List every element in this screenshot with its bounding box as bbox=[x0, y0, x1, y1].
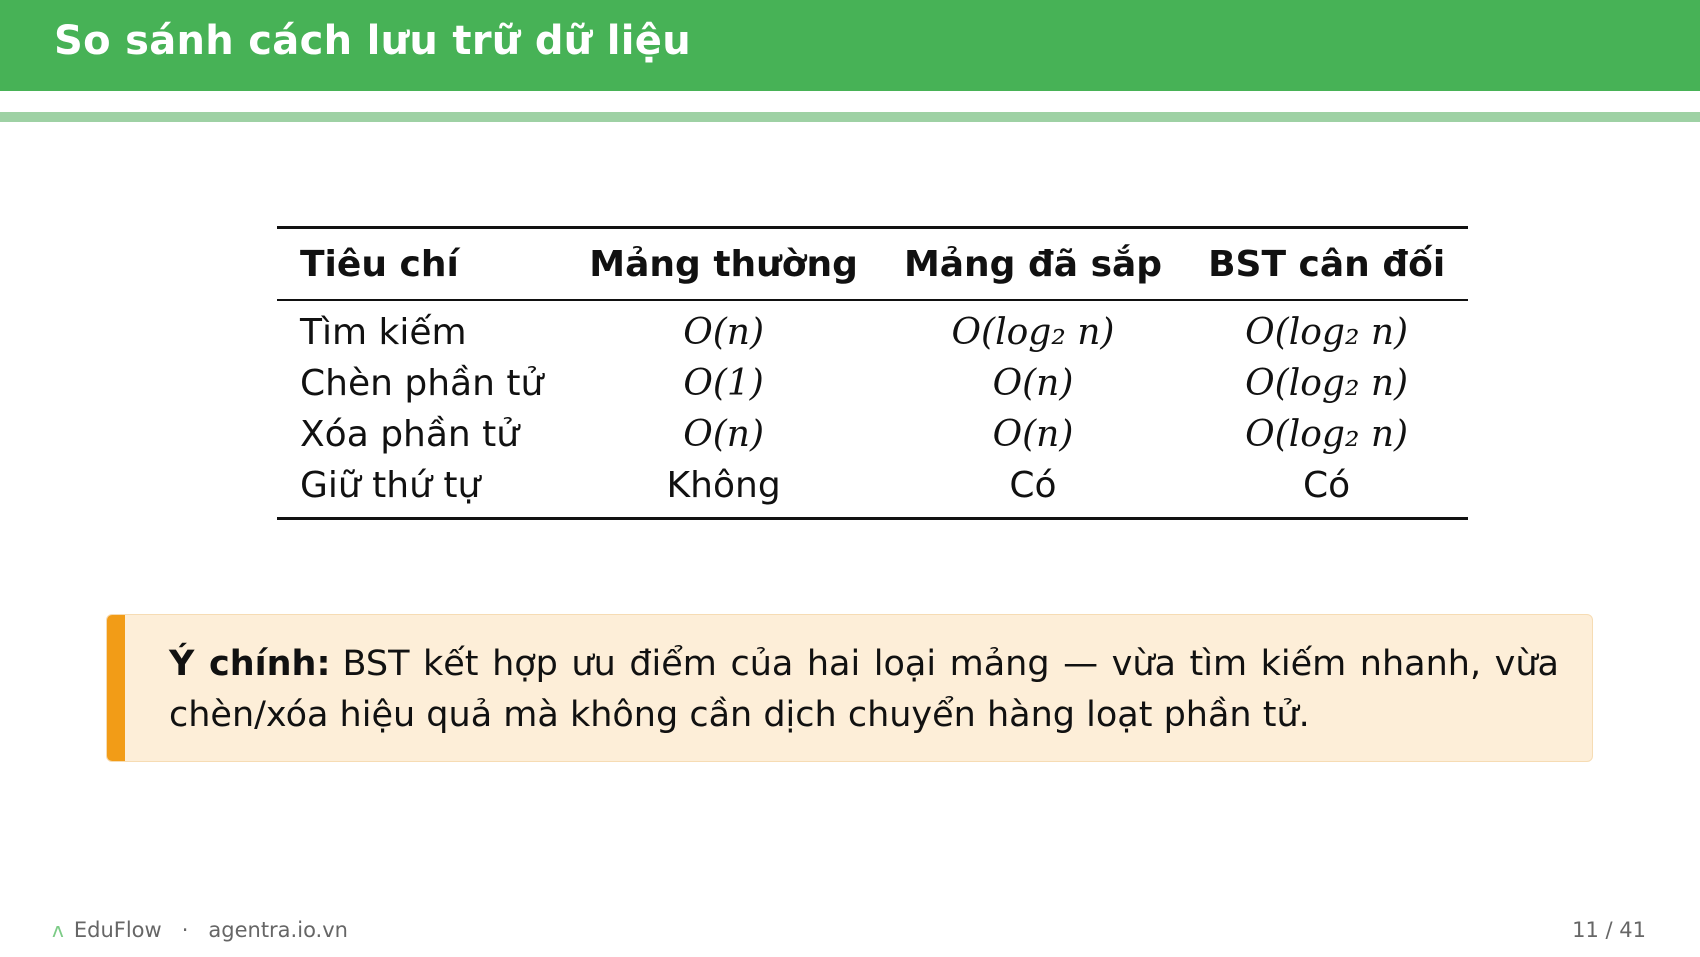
table-cell: O(log₂ n) bbox=[951, 312, 1115, 353]
table-header-row bbox=[277, 228, 1468, 301]
header-criteria: Tiêu chí bbox=[277, 228, 566, 301]
table-row bbox=[277, 460, 1468, 519]
header-divider bbox=[0, 112, 1700, 122]
footer-website: agentra.io.vn bbox=[208, 918, 348, 942]
comparison-table bbox=[277, 226, 1468, 520]
table-cell: O(1) bbox=[683, 363, 764, 404]
callout-text: BST kết hợp ưu điểm của hai loại mảng — vừa tìm kiếm nhanh, vừa chèn/xóa hiệu quả mà không cần dịch chuyển hàng loạt phần tử. bbox=[169, 644, 1559, 735]
slide-header bbox=[0, 0, 1700, 91]
table-cell: Không bbox=[566, 460, 881, 519]
slide-title: So sánh cách lưu trữ dữ liệu bbox=[54, 18, 692, 64]
footer-separator: · bbox=[181, 918, 189, 942]
table-cell: Có bbox=[1185, 460, 1468, 519]
callout-label: Ý chính: bbox=[169, 644, 331, 684]
row-criteria: Tìm kiếm bbox=[300, 312, 467, 353]
table-cell: O(n) bbox=[992, 363, 1074, 404]
table-row bbox=[277, 358, 1468, 409]
footer bbox=[52, 918, 348, 942]
table-cell: O(n) bbox=[683, 414, 764, 455]
table-row bbox=[277, 300, 1468, 358]
caret-logo-icon: ʌ bbox=[52, 918, 64, 942]
header-plain-array: Mảng thường bbox=[566, 228, 881, 301]
header-balanced-bst: BST cân đối bbox=[1185, 228, 1468, 301]
footer-brand: EduFlow bbox=[73, 918, 162, 942]
table-cell: O(log₂ n) bbox=[1245, 363, 1409, 404]
key-point-callout bbox=[106, 614, 1593, 762]
table-cell: O(log₂ n) bbox=[1245, 414, 1409, 455]
table-row bbox=[277, 409, 1468, 460]
table-cell: O(log₂ n) bbox=[1245, 312, 1409, 353]
table-cell: Có bbox=[881, 460, 1185, 519]
row-criteria: Chèn phần tử bbox=[300, 363, 544, 404]
table-cell: O(n) bbox=[992, 414, 1074, 455]
table-cell: O(n) bbox=[683, 312, 764, 353]
header-sorted-array: Mảng đã sắp bbox=[881, 228, 1185, 301]
callout-accent-bar bbox=[107, 615, 125, 761]
row-criteria: Giữ thứ tự bbox=[277, 460, 566, 519]
page-number: 11 / 41 bbox=[1572, 918, 1646, 942]
callout-body bbox=[169, 639, 1559, 741]
row-criteria: Xóa phần tử bbox=[300, 414, 520, 455]
